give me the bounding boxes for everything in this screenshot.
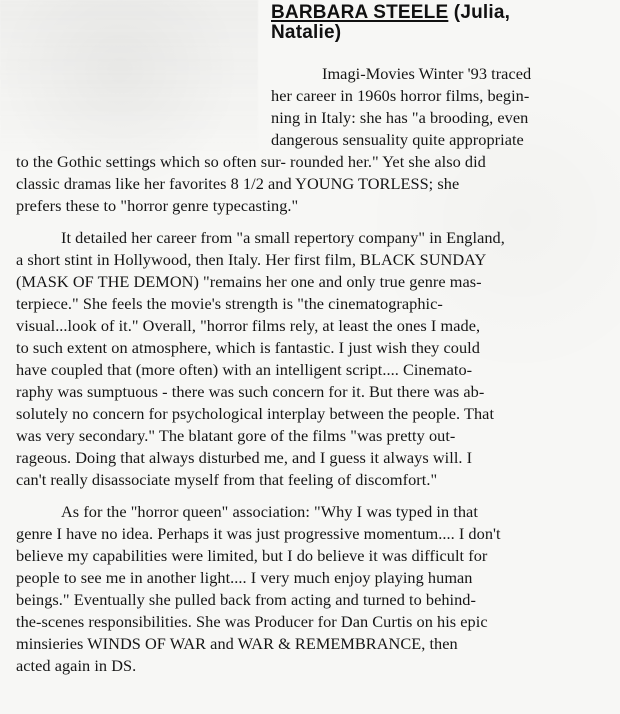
faded-photo-area bbox=[0, 0, 258, 150]
body-line-26: minsieries WINDS OF WAR and WAR & REMEMBRANCE, then bbox=[16, 634, 458, 653]
body-line-2: her career in 1960s horror films, begin- bbox=[271, 86, 530, 105]
body-line-5: to the Gothic settings which so often sur- rounded her." Yet she also did bbox=[16, 152, 486, 171]
article-heading bbox=[271, 3, 613, 43]
body-line-13: to such extent on atmosphere, which is fantastic. I just wish they could bbox=[16, 338, 480, 357]
body-line-18: rageous. Doing that always disturbed me, and I guess it always will. I bbox=[16, 448, 473, 467]
body-line-1: Imagi-Movies Winter '93 traced bbox=[322, 64, 532, 83]
body-line-11: terpiece." She feels the movie's strength is "the cinematographic- bbox=[16, 294, 443, 313]
heading-role-1: (Julia, bbox=[448, 2, 511, 23]
heading-name: BARBARA STEELE bbox=[271, 2, 449, 23]
body-line-16: solutely no concern for psychological interplay between the people. That bbox=[16, 404, 495, 423]
body-line-3: ning in Italy: she has "a brooding, even bbox=[271, 108, 529, 127]
body-line-21: genre I have no idea. Perhaps it was just progressive momentum.... I don't bbox=[16, 524, 501, 543]
body-line-27: acted again in DS. bbox=[16, 656, 137, 675]
body-line-19: can't really disassociate myself from that feeling of discomfort." bbox=[16, 470, 438, 489]
body-line-22: believe my capabilities were limited, but I do believe it was difficult for bbox=[16, 546, 488, 565]
body-line-8: It detailed her career from "a small repertory company" in England, bbox=[61, 228, 505, 247]
body-line-14: have coupled that (more often) with an intelligent script.... Cinemato- bbox=[16, 360, 473, 379]
body-line-24: beings." Eventually she pulled back from acting and turned to behind- bbox=[16, 590, 476, 609]
body-line-12: visual...look of it." Overall, "horror films rely, at least the ones I made, bbox=[16, 316, 481, 335]
body-line-4: dangerous sensuality quite appropriate bbox=[271, 130, 524, 149]
body-line-17: was very secondary." The blatant gore of the films "was pretty out- bbox=[16, 426, 456, 445]
body-line-10: (MASK OF THE DEMON) "remains her one and only true genre mas- bbox=[16, 272, 482, 291]
body-line-15: raphy was sumptuous - there was such concern for it. But there was ab- bbox=[16, 382, 485, 401]
heading-role-2: Natalie) bbox=[271, 22, 342, 43]
body-line-6: classic dramas like her favorites 8 1/2 and YOUNG TORLESS; she bbox=[16, 174, 460, 193]
body-line-7: prefers these to "horror genre typecasting." bbox=[16, 196, 299, 215]
body-line-25: the-scenes responsibilities. She was Producer for Dan Curtis on his epic bbox=[16, 612, 488, 631]
body-line-20: As for the "horror queen" association: "Why I was typed in that bbox=[61, 502, 478, 521]
body-line-9: a short stint in Hollywood, then Italy. Her first film, BLACK SUNDAY bbox=[16, 250, 487, 269]
body-line-23: people to see me in another light.... I very much enjoy playing human bbox=[16, 568, 473, 587]
